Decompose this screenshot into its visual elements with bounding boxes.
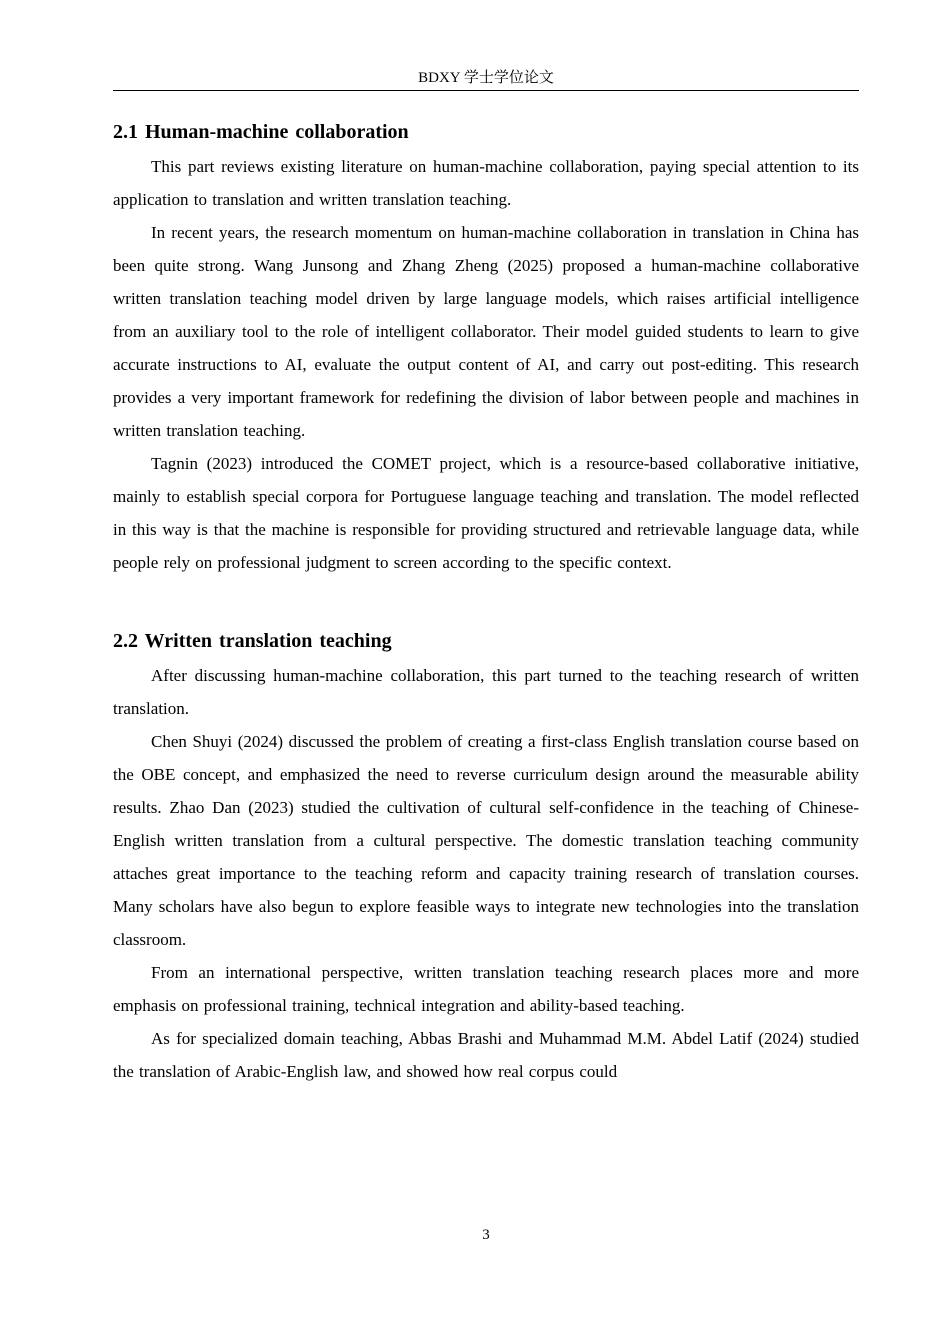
body-paragraph-continued: As for specialized domain teaching, Abbas Brashi and Muhammad M.M. Abdel Latif (2024) studied the translation of Arabic-English law, and showed how real corpus could — [113, 1029, 859, 1081]
page-body — [113, 114, 859, 1088]
page-number: 3 — [482, 1227, 490, 1243]
section-heading: 2.1 Human-machine collaboration — [113, 121, 409, 143]
running-header: BDXY 学士学位论文 — [418, 70, 554, 86]
body-paragraph: Tagnin (2023) introduced the COMET project, which is a resource-based collaborative initiative, mainly to establish special corpora for Portuguese language teaching and translation. The model reflected in this way is that the machine is responsible for providing structured and retrievable language data, while people rely on professional judgment to screen according to the specific context. — [113, 454, 859, 572]
section-2-2 — [113, 623, 859, 1088]
header-rule — [113, 90, 859, 91]
body-paragraph: This part reviews existing literature on human-machine collaboration, paying special attention to its application to translation and written translation teaching. — [113, 157, 859, 209]
section-heading: 2.2 Written translation teaching — [113, 630, 392, 652]
body-paragraph: From an international perspective, written translation teaching research places more and more emphasis on professional training, technical integration and ability-based teaching. — [113, 963, 859, 1015]
body-paragraph: In recent years, the research momentum on human-machine collaboration in translation in China has been quite strong. Wang Junsong and Zhang Zheng (2025) proposed a human-machine collaborative written translation teaching model driven by large language models, which raises artificial intelligence from an auxiliary tool to the role of intelligent collaborator. Their model guided students to learn to give accurate instructions to AI, evaluate the output content of AI, and carry out post-editing. This research provides a very important framework for redefining the division of labor between people and machines in written translation teaching. — [113, 223, 859, 440]
section-2-1 — [113, 114, 859, 579]
body-paragraph: After discussing human-machine collaboration, this part turned to the teaching research of written translation. — [113, 666, 859, 718]
body-paragraph: Chen Shuyi (2024) discussed the problem of creating a first-class English translation course based on the OBE concept, and emphasized the need to reverse curriculum design around the measurable ability results. Zhao Dan (2023) studied the cultivation of cultural self-confidence in the teaching of Chinese-English written translation from a cultural perspective. The domestic translation teaching community attaches great importance to the teaching reform and capacity training research of translation courses. Many scholars have also begun to explore feasible ways to integrate new technologies into the translation classroom. — [113, 732, 859, 949]
